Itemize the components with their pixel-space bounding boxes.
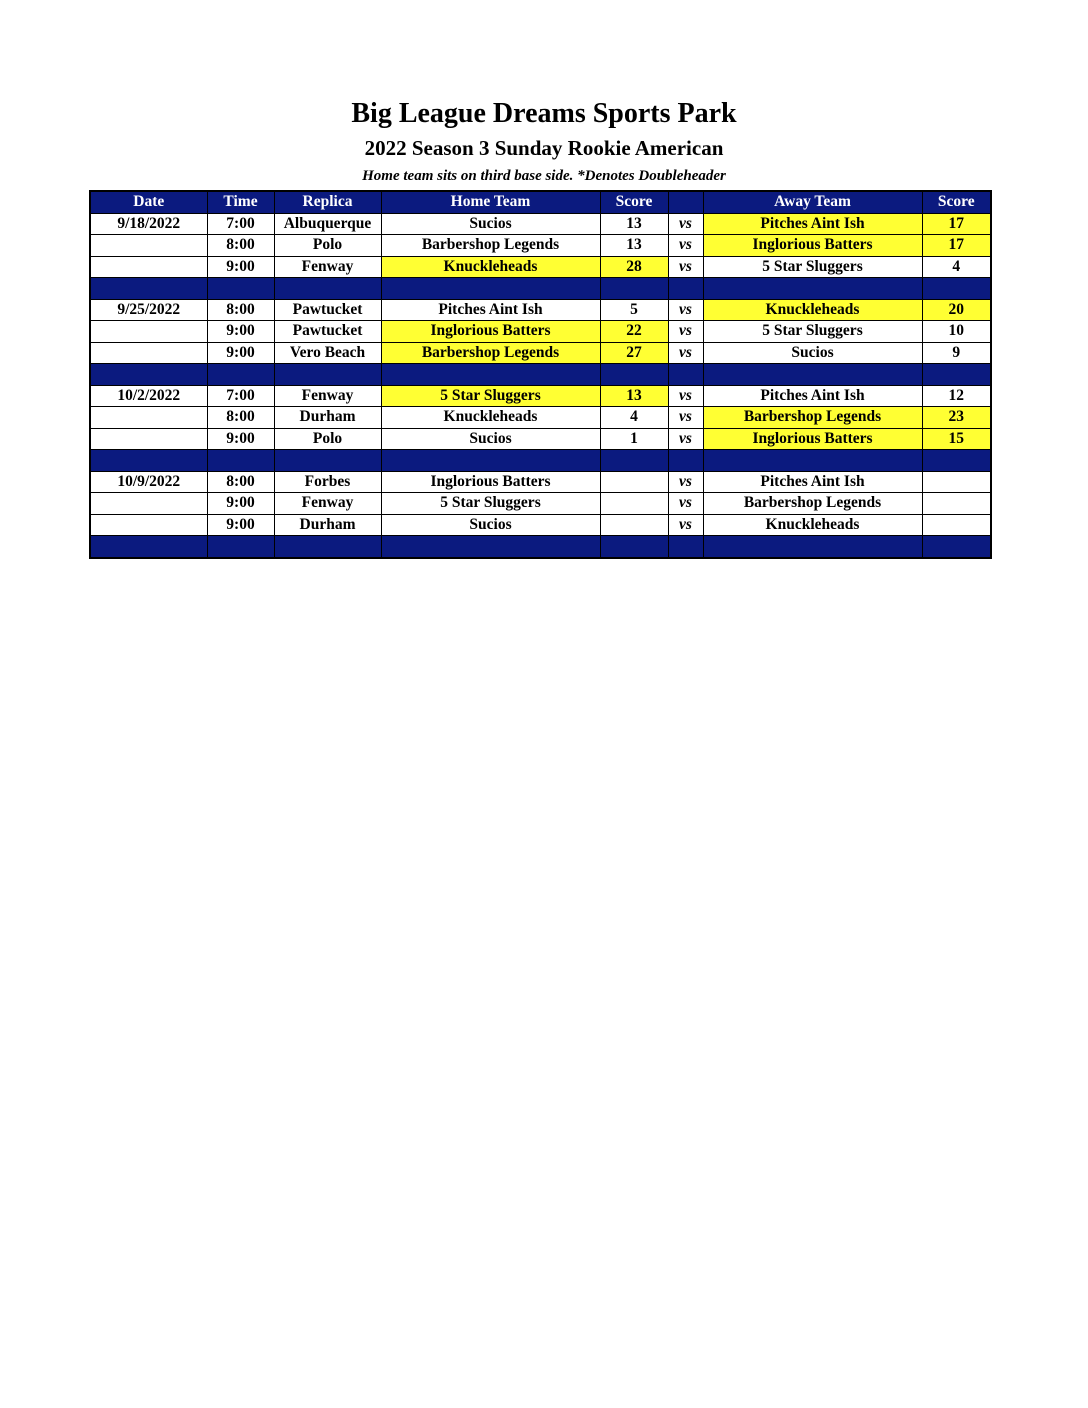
away-team-cell: Inglorious Batters bbox=[703, 428, 922, 450]
away-score-cell: 12 bbox=[922, 385, 991, 407]
separator-cell bbox=[274, 278, 381, 300]
week-separator-row bbox=[90, 450, 991, 472]
game-row bbox=[90, 213, 991, 235]
vs-cell: vs bbox=[668, 514, 703, 536]
date-cell: 9/25/2022 bbox=[90, 299, 207, 321]
replica-cell: Pawtucket bbox=[274, 299, 381, 321]
date-cell bbox=[90, 342, 207, 364]
away-team-cell: Inglorious Batters bbox=[703, 235, 922, 257]
home-score-cell: 13 bbox=[600, 213, 668, 235]
header-row bbox=[90, 191, 991, 213]
time-cell: 9:00 bbox=[207, 342, 274, 364]
home-score-cell: 5 bbox=[600, 299, 668, 321]
time-cell: 7:00 bbox=[207, 213, 274, 235]
separator-cell bbox=[600, 364, 668, 386]
separator-cell bbox=[600, 278, 668, 300]
time-cell: 8:00 bbox=[207, 299, 274, 321]
separator-cell bbox=[207, 278, 274, 300]
home-team-cell: Barbershop Legends bbox=[381, 342, 600, 364]
time-cell: 9:00 bbox=[207, 493, 274, 515]
home-score-cell: 1 bbox=[600, 428, 668, 450]
week-separator-row bbox=[90, 536, 991, 558]
home-score-cell bbox=[600, 471, 668, 493]
replica-cell: Durham bbox=[274, 514, 381, 536]
away-score-cell bbox=[922, 493, 991, 515]
game-row bbox=[90, 342, 991, 364]
away-score-cell: 10 bbox=[922, 321, 991, 343]
game-row bbox=[90, 514, 991, 536]
separator-cell bbox=[600, 536, 668, 558]
away-team-cell: Knuckleheads bbox=[703, 299, 922, 321]
away-team-cell: 5 Star Sluggers bbox=[703, 321, 922, 343]
separator-cell bbox=[668, 536, 703, 558]
separator-cell bbox=[922, 364, 991, 386]
home-score-cell: 4 bbox=[600, 407, 668, 429]
game-row bbox=[90, 407, 991, 429]
replica-cell: Fenway bbox=[274, 256, 381, 278]
separator-cell bbox=[703, 450, 922, 472]
time-cell: 8:00 bbox=[207, 471, 274, 493]
home-score-cell bbox=[600, 514, 668, 536]
separator-cell bbox=[922, 536, 991, 558]
replica-cell: Polo bbox=[274, 428, 381, 450]
separator-cell bbox=[207, 450, 274, 472]
date-cell: 10/2/2022 bbox=[90, 385, 207, 407]
separator-cell bbox=[90, 364, 207, 386]
home-score-cell: 13 bbox=[600, 235, 668, 257]
game-row bbox=[90, 256, 991, 278]
home-team-cell: Inglorious Batters bbox=[381, 321, 600, 343]
replica-cell: Fenway bbox=[274, 493, 381, 515]
page-note: Home team sits on third base side. *Denotes Doubleheader bbox=[362, 168, 726, 184]
separator-cell bbox=[90, 278, 207, 300]
separator-cell bbox=[922, 278, 991, 300]
vs-cell: vs bbox=[668, 493, 703, 515]
separator-cell bbox=[207, 364, 274, 386]
col-header-away-score: Score bbox=[922, 191, 991, 213]
home-score-cell bbox=[600, 493, 668, 515]
home-team-cell: Inglorious Batters bbox=[381, 471, 600, 493]
separator-cell bbox=[207, 536, 274, 558]
table-body bbox=[90, 213, 991, 558]
vs-cell: vs bbox=[668, 321, 703, 343]
date-cell bbox=[90, 235, 207, 257]
separator-cell bbox=[600, 450, 668, 472]
page-subtitle: 2022 Season 3 Sunday Rookie American bbox=[364, 136, 724, 160]
vs-cell: vs bbox=[668, 256, 703, 278]
separator-cell bbox=[381, 278, 600, 300]
away-score-cell bbox=[922, 471, 991, 493]
vs-cell: vs bbox=[668, 428, 703, 450]
away-team-cell: Pitches Aint Ish bbox=[703, 385, 922, 407]
table-header bbox=[90, 191, 991, 213]
replica-cell: Polo bbox=[274, 235, 381, 257]
separator-cell bbox=[90, 450, 207, 472]
vs-cell: vs bbox=[668, 342, 703, 364]
time-cell: 9:00 bbox=[207, 256, 274, 278]
away-score-cell: 9 bbox=[922, 342, 991, 364]
vs-cell: vs bbox=[668, 407, 703, 429]
home-team-cell: 5 Star Sluggers bbox=[381, 493, 600, 515]
col-header-home-score: Score bbox=[600, 191, 668, 213]
time-cell: 8:00 bbox=[207, 407, 274, 429]
game-row bbox=[90, 235, 991, 257]
separator-cell bbox=[381, 450, 600, 472]
date-cell: 10/9/2022 bbox=[90, 471, 207, 493]
away-team-cell: 5 Star Sluggers bbox=[703, 256, 922, 278]
time-cell: 8:00 bbox=[207, 235, 274, 257]
home-score-cell: 27 bbox=[600, 342, 668, 364]
game-row bbox=[90, 385, 991, 407]
schedule-table bbox=[89, 190, 992, 559]
col-header-home-team: Home Team bbox=[381, 191, 600, 213]
separator-cell bbox=[668, 450, 703, 472]
away-team-cell: Barbershop Legends bbox=[703, 407, 922, 429]
vs-cell: vs bbox=[668, 471, 703, 493]
vs-cell: vs bbox=[668, 385, 703, 407]
date-cell bbox=[90, 493, 207, 515]
home-team-cell: Sucios bbox=[381, 514, 600, 536]
game-row bbox=[90, 493, 991, 515]
separator-cell bbox=[668, 364, 703, 386]
col-header-replica: Replica bbox=[274, 191, 381, 213]
game-row bbox=[90, 299, 991, 321]
separator-cell bbox=[90, 536, 207, 558]
away-team-cell: Sucios bbox=[703, 342, 922, 364]
separator-cell bbox=[381, 536, 600, 558]
home-team-cell: Knuckleheads bbox=[381, 256, 600, 278]
col-header-time: Time bbox=[207, 191, 274, 213]
replica-cell: Durham bbox=[274, 407, 381, 429]
week-separator-row bbox=[90, 278, 991, 300]
replica-cell: Fenway bbox=[274, 385, 381, 407]
date-cell bbox=[90, 256, 207, 278]
home-team-cell: Knuckleheads bbox=[381, 407, 600, 429]
separator-cell bbox=[381, 364, 600, 386]
time-cell: 9:00 bbox=[207, 514, 274, 536]
home-team-cell: Barbershop Legends bbox=[381, 235, 600, 257]
replica-cell: Albuquerque bbox=[274, 213, 381, 235]
separator-cell bbox=[274, 364, 381, 386]
away-score-cell bbox=[922, 514, 991, 536]
page-title: Big League Dreams Sports Park bbox=[351, 98, 737, 129]
replica-cell: Vero Beach bbox=[274, 342, 381, 364]
replica-cell: Forbes bbox=[274, 471, 381, 493]
col-header-away-team: Away Team bbox=[703, 191, 922, 213]
separator-cell bbox=[703, 278, 922, 300]
home-score-cell: 13 bbox=[600, 385, 668, 407]
vs-cell: vs bbox=[668, 299, 703, 321]
separator-cell bbox=[274, 536, 381, 558]
time-cell: 9:00 bbox=[207, 321, 274, 343]
date-cell bbox=[90, 321, 207, 343]
home-team-cell: Sucios bbox=[381, 213, 600, 235]
time-cell: 7:00 bbox=[207, 385, 274, 407]
away-score-cell: 20 bbox=[922, 299, 991, 321]
date-cell bbox=[90, 428, 207, 450]
away-score-cell: 4 bbox=[922, 256, 991, 278]
away-team-cell: Knuckleheads bbox=[703, 514, 922, 536]
home-team-cell: Sucios bbox=[381, 428, 600, 450]
separator-cell bbox=[274, 450, 381, 472]
week-separator-row bbox=[90, 364, 991, 386]
away-score-cell: 23 bbox=[922, 407, 991, 429]
away-score-cell: 17 bbox=[922, 213, 991, 235]
time-cell: 9:00 bbox=[207, 428, 274, 450]
away-team-cell: Barbershop Legends bbox=[703, 493, 922, 515]
vs-cell: vs bbox=[668, 213, 703, 235]
col-header-vs bbox=[668, 191, 703, 213]
date-cell bbox=[90, 514, 207, 536]
home-team-cell: 5 Star Sluggers bbox=[381, 385, 600, 407]
separator-cell bbox=[703, 364, 922, 386]
home-team-cell: Pitches Aint Ish bbox=[381, 299, 600, 321]
game-row bbox=[90, 471, 991, 493]
away-score-cell: 17 bbox=[922, 235, 991, 257]
separator-cell bbox=[703, 536, 922, 558]
date-cell bbox=[90, 407, 207, 429]
replica-cell: Pawtucket bbox=[274, 321, 381, 343]
home-score-cell: 28 bbox=[600, 256, 668, 278]
date-cell: 9/18/2022 bbox=[90, 213, 207, 235]
game-row bbox=[90, 321, 991, 343]
away-team-cell: Pitches Aint Ish bbox=[703, 213, 922, 235]
col-header-date: Date bbox=[90, 191, 207, 213]
game-row bbox=[90, 428, 991, 450]
separator-cell bbox=[922, 450, 991, 472]
vs-cell: vs bbox=[668, 235, 703, 257]
home-score-cell: 22 bbox=[600, 321, 668, 343]
away-team-cell: Pitches Aint Ish bbox=[703, 471, 922, 493]
separator-cell bbox=[668, 278, 703, 300]
away-score-cell: 15 bbox=[922, 428, 991, 450]
